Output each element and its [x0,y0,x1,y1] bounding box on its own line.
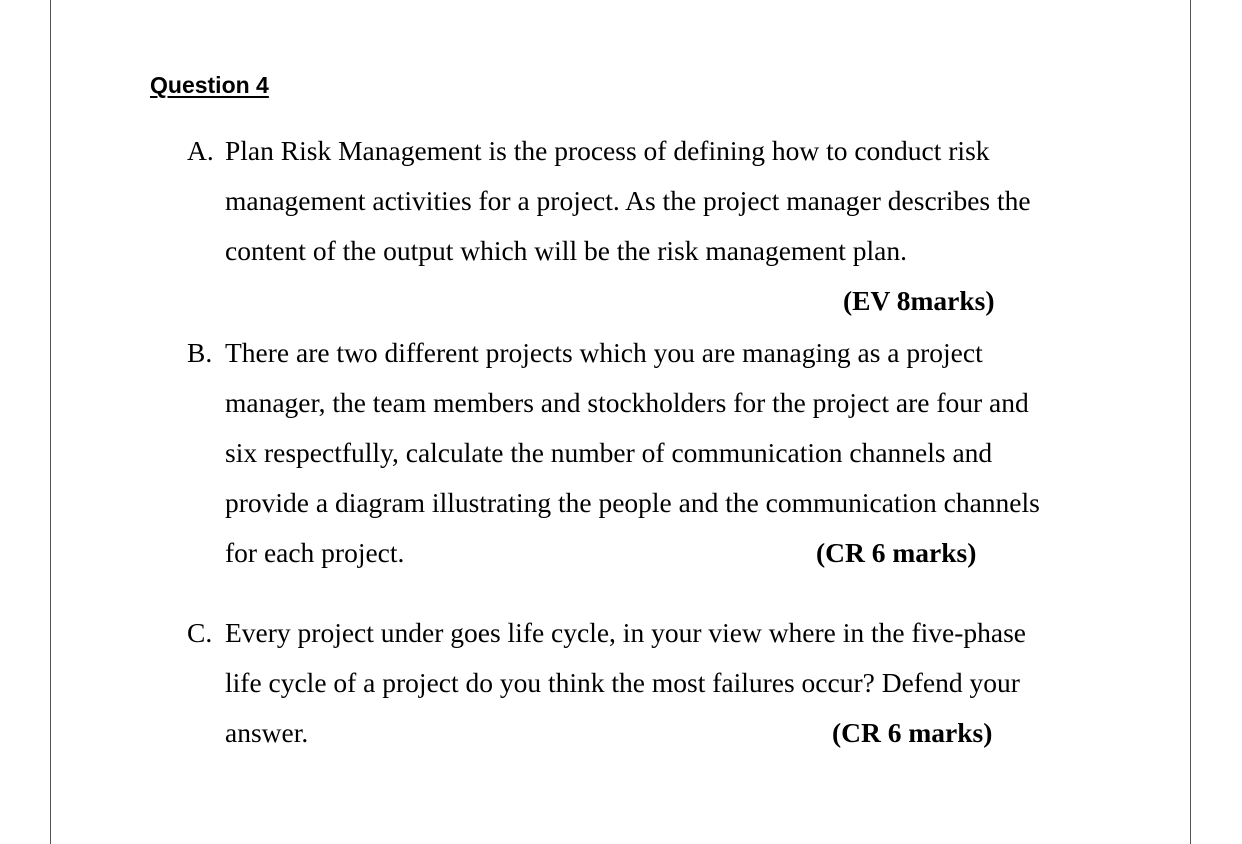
question-b-first-line [187,339,983,367]
question-b-line-3: six respectfully, calculate the number of communication channels and [225,437,993,468]
question-b-line-1: There are two different projects which you are managing as a project [225,337,983,368]
question-c-line-1: Every project under goes life cycle, in your view where in the five-phase [225,617,1027,648]
question-a-first-line [187,137,990,165]
question-c-first-line [187,619,1026,647]
question-a-line-3: content of the output which will be the risk management plan. [225,235,907,266]
question-b-line-2: manager, the team members and stockholders for the project are four and [225,387,1029,418]
question-a-line-1: Plan Risk Management is the process of defining how to conduct risk [225,135,990,166]
question-c-line-2: life cycle of a project do you think the most failures occur? Defend your [225,667,1020,698]
question-c-line-3: answer. [225,717,309,748]
question-b-line-5: for each project. [225,537,405,568]
page-border-right [1190,0,1191,844]
question-b-line-4: provide a diagram illustrating the people and the communication channels [225,487,1040,518]
question-b-letter: B. [187,337,213,368]
question-a-letter: A. [187,135,214,166]
question-heading: Question 4 [150,72,269,98]
question-a-line-2: management activities for a project. As the project manager describes the [225,185,1031,216]
question-c-letter: C. [187,617,213,648]
question-a-marks: (EV 8marks) [843,285,995,316]
page-border-left [50,0,51,844]
question-c-marks: (CR 6 marks) [832,717,993,748]
question-b-marks: (CR 6 marks) [816,537,977,568]
